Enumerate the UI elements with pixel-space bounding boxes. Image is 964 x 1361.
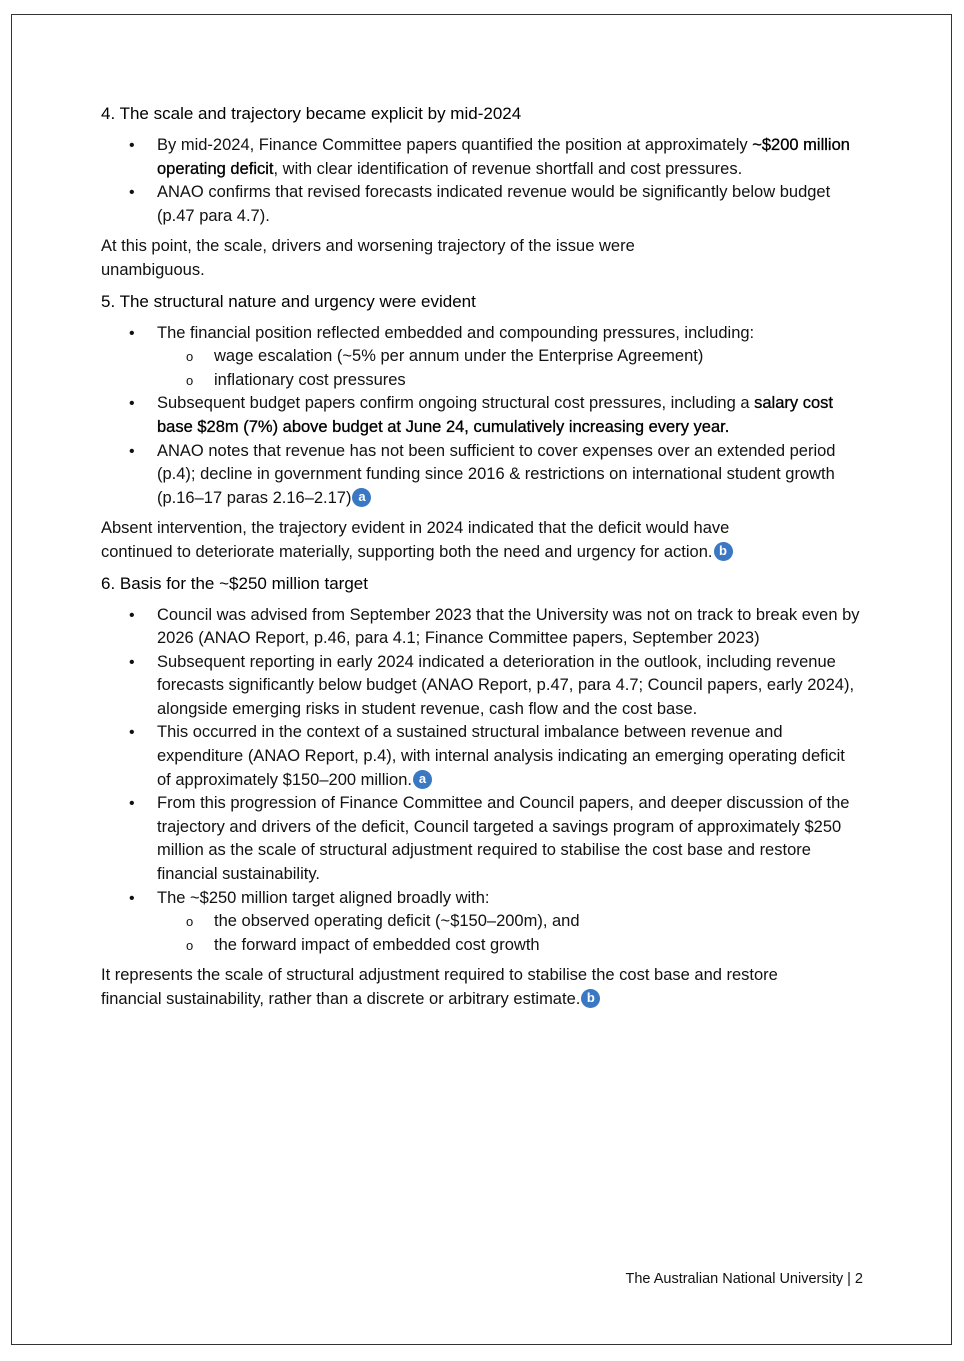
section-6-paragraph: It represents the scale of structural adjustment required to stabilise the cost base and restore financial sustainability, rather than a discrete or arbitrary estimate. b — [101, 966, 778, 1008]
sub-list-item: o wage escalation (~5% per annum under the Enterprise Agreement) — [157, 345, 863, 369]
list-item: • ANAO notes that revenue has not been sufficient to cover expenses over an extended period (p.4); decline in government funding since 2016 & restrictions on international student growth (p.16–17 paras 2.16–2.17) a — [101, 440, 863, 511]
page-footer: The Australian National University | 2 — [625, 1271, 863, 1287]
section-4-list — [101, 134, 863, 228]
sub-list-item: o the observed operating deficit (~$150–200m), and — [157, 910, 863, 934]
sub-list-item: o the forward impact of embedded cost growth — [157, 934, 863, 958]
sub-list — [157, 910, 863, 957]
list-item: • The financial position reflected embedded and compounding pressures, including: o wage escalation (~5% per annum under the Enterprise Agreement) o inflationary cost pressures — [101, 322, 863, 393]
section-5-list — [101, 322, 863, 511]
section-4-paragraph: At this point, the scale, drivers and worsening trajectory of the issue were unambiguous. — [101, 237, 635, 279]
section-6-list — [101, 604, 863, 958]
section-4-heading: 4. The scale and trajectory became explicit by mid-2024 — [101, 104, 522, 123]
section-5-heading: 5. The structural nature and urgency were evident — [101, 291, 476, 311]
document-body — [101, 102, 863, 1019]
list-item: • ANAO confirms that revised forecasts indicated revenue would be significantly below budget (p.47 para 4.7). — [101, 181, 863, 228]
list-item: • This occurred in the context of a sustained structural imbalance between revenue and expenditure (ANAO Report, p.4), with internal analysis indicating an emerging operating deficit of approximately $150–200 million. a — [101, 721, 863, 792]
list-item: • Subsequent reporting in early 2024 indicated a deterioration in the outlook, including revenue forecasts significantly below budget (ANAO Report, p.47, para 4.7; Council papers, early 2024), alongside emerging risks in student revenue, cash flow and the cost base. — [101, 651, 863, 722]
footnote-b-badge[interactable]: b — [714, 542, 733, 561]
list-item: • Subsequent budget papers confirm ongoing structural cost pressures, including a salary cost base $28m (7%) above budget at June 24, cumulatively increasing every year. — [101, 392, 863, 439]
list-item: • From this progression of Finance Committee and Council papers, and deeper discussion of the trajectory and drivers of the deficit, Council targeted a savings program of approximately $250 million as the scale of structural adjustment required to stabilise the cost base and restore financial sustainability. — [101, 792, 863, 886]
section-6-heading: 6. Basis for the ~$250 million target — [101, 573, 368, 593]
footnote-a-badge[interactable]: a — [352, 488, 371, 507]
sub-list-item: o inflationary cost pressures — [157, 369, 863, 393]
list-item: • By mid-2024, Finance Committee papers quantified the position at approximately ~$200 million operating deficit, with clear identification of revenue shortfall and cost pressures. — [101, 134, 863, 181]
footnote-a-badge[interactable]: a — [413, 770, 432, 789]
list-item: • Council was advised from September 2023 that the University was not on track to break even by 2026 (ANAO Report, p.46, para 4.1; Finance Committee papers, September 2023) — [101, 604, 863, 651]
sub-list — [157, 345, 863, 392]
section-5-paragraph: Absent intervention, the trajectory evident in 2024 indicated that the deficit would have continued to deteriorate materially, supporting both the need and urgency for action. b — [101, 517, 781, 564]
footnote-b-badge[interactable]: b — [581, 989, 600, 1008]
list-item: • The ~$250 million target aligned broadly with: o the observed operating deficit (~$150–200m), and o the forward impact of embedded cost growth — [101, 887, 863, 958]
